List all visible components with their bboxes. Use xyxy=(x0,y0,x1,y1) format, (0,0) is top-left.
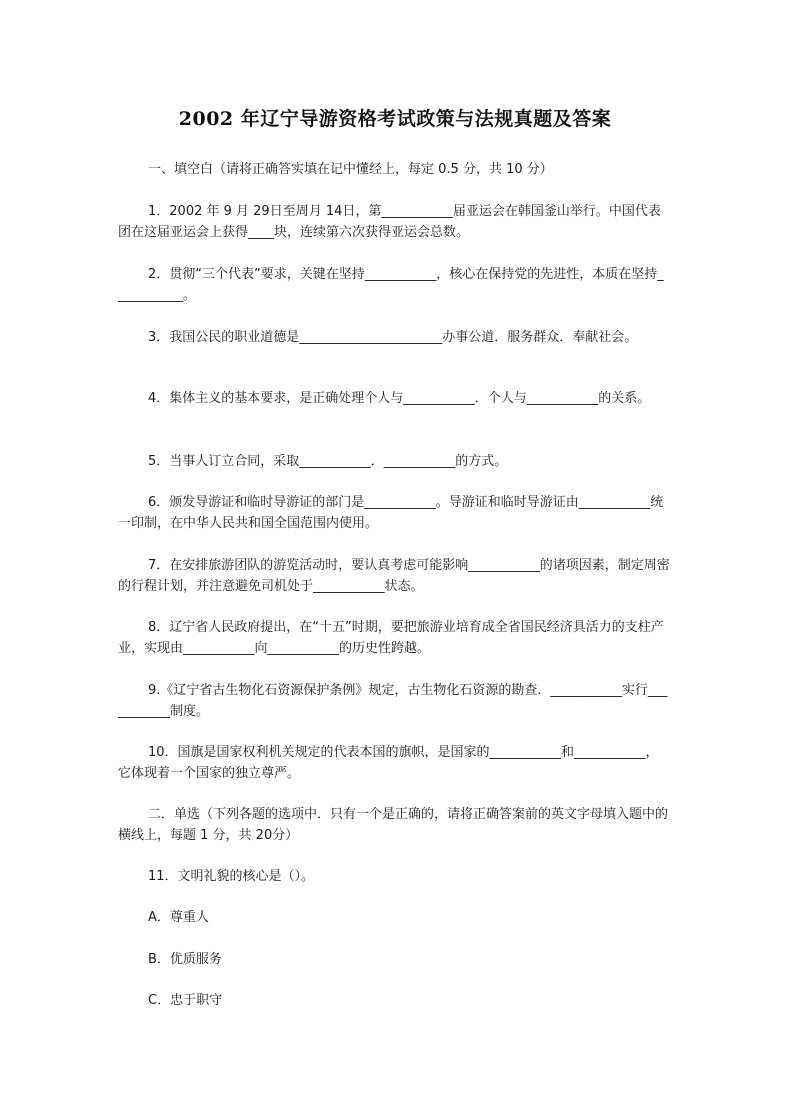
question-11: 11．文明礼貌的核心是（）。 xyxy=(148,869,315,884)
document-title: 2002 年辽宁导游资格考试政策与法规真题及答案 xyxy=(178,108,612,130)
question-7: 7．在安排旅游团队的游览活动时，要认真考虑可能影响___________的诸项因素，制定周密的行程计划，并注意避免司机处于___________状态。 xyxy=(118,558,670,594)
section2-header: 二．单选（下列各题的选项中．只有一个是正确的，请将正确答案前的英文字母填入题中的横线上，每题 1 分，共 20分） xyxy=(118,807,669,843)
question-1: 1．2002 年 9 月 29日至周月 14日，第___________届亚运会在韩国釜山举行。中国代表团在这届亚运会上获得____块，连续第六次获得亚运会总数。 xyxy=(118,204,661,240)
option-a: A．尊重人 xyxy=(148,910,209,925)
question-2: 2．贯彻“三个代表”要求，关键在坚持___________，核心在保持党的先进性，本质在坚持___________。 xyxy=(118,267,664,303)
option-b: B．优质服务 xyxy=(148,952,222,967)
option-c: C．忠于职守 xyxy=(148,993,223,1008)
section1-header: 一、填空白（请将正确答实填在记中懂经上，每定 0.5 分，共 10 分） xyxy=(148,162,553,177)
question-9: 9.《辽宁省古生物化石资源保护条例》规定，古生物化石资源的勘查．___________实行___________制度。 xyxy=(118,683,668,719)
question-3: 3．我国公民的职业道德是______________________办事公道．服务群众．奉献社会。 xyxy=(148,330,638,345)
question-4: 4．集体主义的基本要求，是正确处理个人与___________．个人与___________的关系。 xyxy=(148,391,651,406)
question-8: 8．辽宁省人民政府提出，在“十五”时期，要把旅游业培育成全省国民经济具活力的支柱产业，实现由___________向___________的历史性跨越。 xyxy=(118,620,664,656)
question-10: 10．国旗是国家权利机关规定的代表本国的旗帜，是国家的___________和___________，它体现着一个国家的独立尊严。 xyxy=(118,745,659,781)
question-6: 6．颁发导游证和临时导游证的部门是___________。导游证和临时导游证由___________统一印制，在中华人民共和国全国范围内使用。 xyxy=(118,495,664,531)
question-5: 5．当事人订立合同，采取___________．___________的方式。 xyxy=(148,454,508,469)
